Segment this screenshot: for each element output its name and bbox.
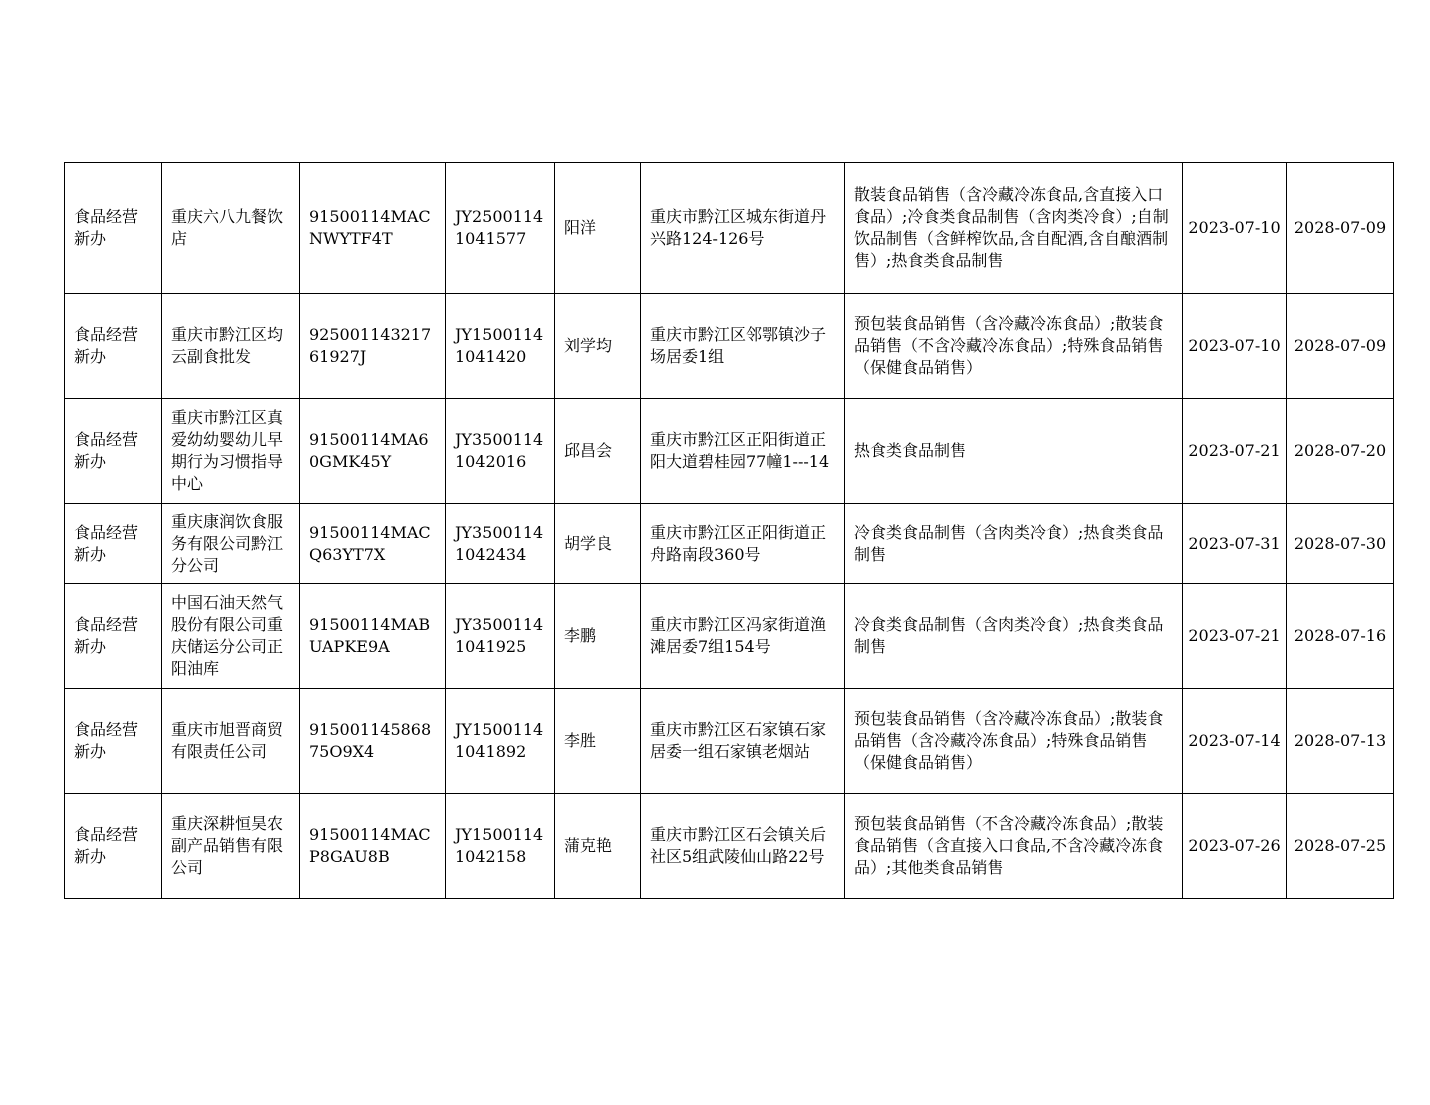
cell-end-date: 2028-07-09 (1287, 163, 1394, 294)
cell-license-no: JY25001141041577 (446, 163, 555, 294)
cell-name: 重庆市黔江区均云副食批发 (162, 294, 300, 399)
cell-end-date: 2028-07-09 (1287, 294, 1394, 399)
table-row (65, 584, 1394, 689)
cell-type: 食品经营新办 (65, 794, 162, 899)
cell-name: 中国石油天然气股份有限公司重庆储运分公司正阳油库 (162, 584, 300, 689)
cell-address: 重庆市黔江区正阳街道正阳大道碧桂园77幢1---14 (641, 399, 845, 504)
cell-address: 重庆市黔江区邻鄂镇沙子场居委1组 (641, 294, 845, 399)
table-row (65, 163, 1394, 294)
cell-name: 重庆深耕恒昊农副产品销售有限公司 (162, 794, 300, 899)
cell-address: 重庆市黔江区冯家街道渔滩居委7组154号 (641, 584, 845, 689)
cell-type: 食品经营新办 (65, 399, 162, 504)
table-row (65, 504, 1394, 584)
document-page (64, 162, 1394, 899)
cell-start-date: 2023-07-31 (1183, 504, 1287, 584)
cell-credit-code: 91500114MA60GMK45Y (300, 399, 446, 504)
cell-scope: 热食类食品制售 (845, 399, 1183, 504)
cell-name: 重庆市旭晋商贸有限责任公司 (162, 689, 300, 794)
cell-type: 食品经营新办 (65, 689, 162, 794)
cell-start-date: 2023-07-14 (1183, 689, 1287, 794)
table-body (65, 163, 1394, 899)
cell-end-date: 2028-07-16 (1287, 584, 1394, 689)
cell-person: 李鹏 (555, 584, 641, 689)
cell-address: 重庆市黔江区正阳街道正舟路南段360号 (641, 504, 845, 584)
cell-end-date: 2028-07-20 (1287, 399, 1394, 504)
cell-credit-code: 91500114586875O9X4 (300, 689, 446, 794)
cell-name: 重庆六八九餐饮店 (162, 163, 300, 294)
license-table (64, 162, 1394, 899)
cell-type: 食品经营新办 (65, 163, 162, 294)
cell-address: 重庆市黔江区石家镇石家居委一组石家镇老烟站 (641, 689, 845, 794)
cell-credit-code: 91500114MACP8GAU8B (300, 794, 446, 899)
cell-scope: 预包装食品销售（含冷藏冷冻食品）;散装食品销售（含冷藏冷冻食品）;特殊食品销售（保健食品销售） (845, 689, 1183, 794)
cell-license-no: JY35001141042016 (446, 399, 555, 504)
cell-license-no: JY35001141042434 (446, 504, 555, 584)
cell-name: 重庆康润饮食服务有限公司黔江分公司 (162, 504, 300, 584)
cell-person: 胡学良 (555, 504, 641, 584)
cell-license-no: JY15001141041892 (446, 689, 555, 794)
cell-end-date: 2028-07-13 (1287, 689, 1394, 794)
cell-start-date: 2023-07-26 (1183, 794, 1287, 899)
cell-address: 重庆市黔江区石会镇关后社区5组武陵仙山路22号 (641, 794, 845, 899)
cell-scope: 冷食类食品制售（含肉类冷食）;热食类食品制售 (845, 504, 1183, 584)
cell-name: 重庆市黔江区真爱幼幼婴幼儿早期行为习惯指导中心 (162, 399, 300, 504)
table-row (65, 399, 1394, 504)
cell-person: 蒲克艳 (555, 794, 641, 899)
cell-address: 重庆市黔江区城东街道丹兴路124-126号 (641, 163, 845, 294)
cell-license-no: JY15001141042158 (446, 794, 555, 899)
cell-credit-code: 91500114MACNWYTF4T (300, 163, 446, 294)
table-row (65, 794, 1394, 899)
cell-credit-code: 91500114MABUAPKE9A (300, 584, 446, 689)
cell-license-no: JY15001141041420 (446, 294, 555, 399)
table-row (65, 294, 1394, 399)
cell-credit-code: 92500114321761927J (300, 294, 446, 399)
cell-credit-code: 91500114MACQ63YT7X (300, 504, 446, 584)
cell-person: 阳洋 (555, 163, 641, 294)
cell-license-no: JY35001141041925 (446, 584, 555, 689)
table-row (65, 689, 1394, 794)
cell-person: 刘学均 (555, 294, 641, 399)
cell-scope: 预包装食品销售（不含冷藏冷冻食品）;散装食品销售（含直接入口食品,不含冷藏冷冻食品）;其他类食品销售 (845, 794, 1183, 899)
cell-end-date: 2028-07-30 (1287, 504, 1394, 584)
cell-start-date: 2023-07-10 (1183, 163, 1287, 294)
cell-start-date: 2023-07-21 (1183, 584, 1287, 689)
cell-type: 食品经营新办 (65, 584, 162, 689)
cell-person: 邱昌会 (555, 399, 641, 504)
cell-scope: 预包装食品销售（含冷藏冷冻食品）;散装食品销售（不含冷藏冷冻食品）;特殊食品销售（保健食品销售） (845, 294, 1183, 399)
cell-end-date: 2028-07-25 (1287, 794, 1394, 899)
cell-scope: 散装食品销售（含冷藏冷冻食品,含直接入口食品）;冷食类食品制售（含肉类冷食）;自制饮品制售（含鲜榨饮品,含自配酒,含自酿酒制售）;热食类食品制售 (845, 163, 1183, 294)
cell-scope: 冷食类食品制售（含肉类冷食）;热食类食品制售 (845, 584, 1183, 689)
cell-start-date: 2023-07-10 (1183, 294, 1287, 399)
cell-person: 李胜 (555, 689, 641, 794)
cell-start-date: 2023-07-21 (1183, 399, 1287, 504)
cell-type: 食品经营新办 (65, 294, 162, 399)
cell-type: 食品经营新办 (65, 504, 162, 584)
